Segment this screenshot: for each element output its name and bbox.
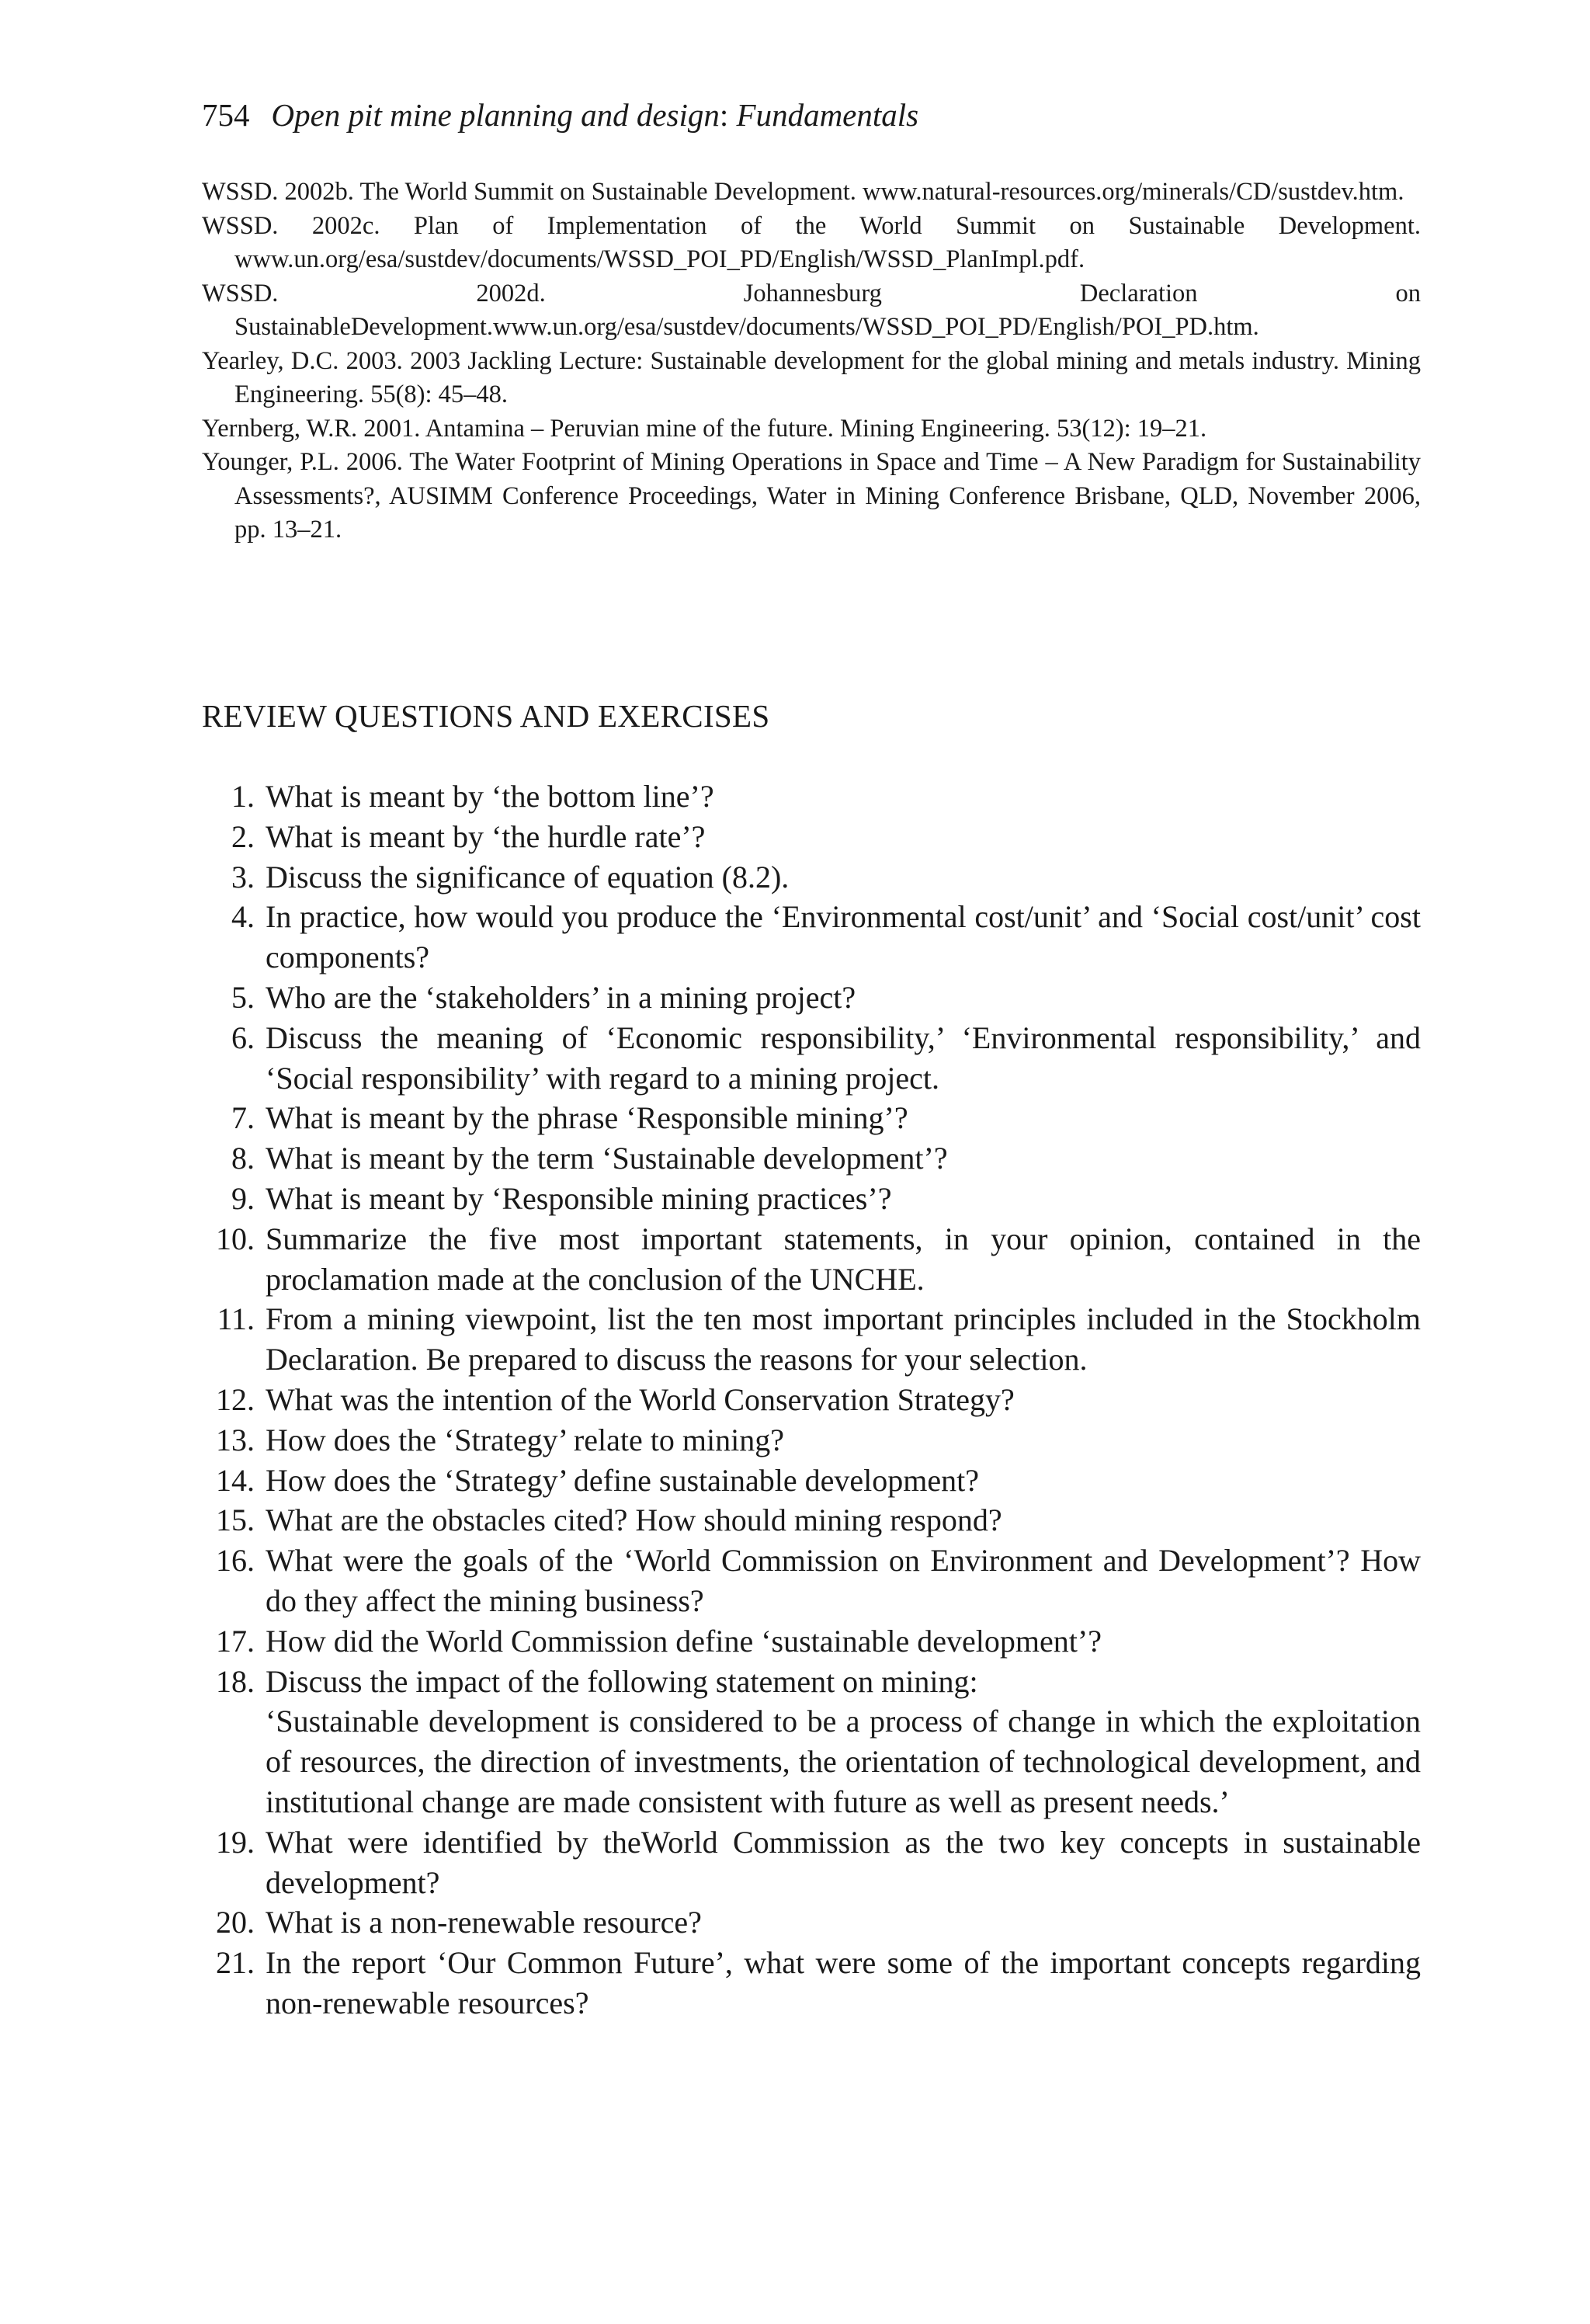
question-item <box>202 1098 1421 1138</box>
question-item <box>202 1179 1421 1219</box>
question-text: What is meant by the term ‘Sustainable development’? <box>266 1141 948 1176</box>
question-text: What was the intention of the World Conservation Strategy? <box>266 1381 1015 1417</box>
reference-entry: Yearley, D.C. 2003. 2003 Jackling Lecture: Sustainable development for the global mining and metals industry. Mining Engineering. 55(8): 45–48. <box>202 346 1421 408</box>
question-number: 14. <box>216 1462 255 1498</box>
question-number: 21. <box>216 1945 255 1981</box>
question-item <box>202 1902 1421 1943</box>
question-number: 8. <box>231 1141 255 1176</box>
question-text: What were the goals of the ‘World Commission on Environment and Development’? How do they affect the mining business? <box>266 1543 1421 1618</box>
question-number: 7. <box>231 1100 255 1136</box>
question-text: Discuss the impact of the following statement on mining: <box>266 1663 978 1699</box>
question-text: From a mining viewpoint, list the ten most important principles included in the Stockholm Declaration. Be prepared to discuss the reasons for your selection. <box>266 1301 1421 1377</box>
question-item <box>202 1541 1421 1621</box>
question-item <box>202 1219 1421 1300</box>
question-item <box>202 1461 1421 1501</box>
question-number: 4. <box>231 899 255 935</box>
question-number: 6. <box>231 1020 255 1055</box>
question-number: 16. <box>216 1543 255 1579</box>
page-number: 754 <box>202 97 250 133</box>
question-item <box>202 1621 1421 1662</box>
question-item <box>202 1138 1421 1179</box>
question-number: 10. <box>216 1221 255 1256</box>
question-number: 5. <box>231 979 255 1015</box>
question-number: 1. <box>231 779 255 814</box>
question-text: Summarize the five most important statements, in your opinion, contained in the proclamation made at the conclusion of the UNCHE. <box>266 1221 1421 1297</box>
question-item <box>202 1380 1421 1420</box>
question-number: 15. <box>216 1502 255 1538</box>
question-number: 12. <box>216 1381 255 1417</box>
question-number: 2. <box>231 818 255 854</box>
question-text: In practice, how would you produce the ‘Environmental cost/unit’ and ‘Social cost/unit’ cost components? <box>266 899 1421 975</box>
question-number: 18. <box>216 1663 255 1699</box>
question-item <box>202 1662 1421 1822</box>
question-text: What are the obstacles cited? How should mining respond? <box>266 1502 1002 1538</box>
question-list <box>202 776 1421 2024</box>
question-number: 17. <box>216 1623 255 1659</box>
question-number: 19. <box>216 1824 255 1860</box>
question-item <box>202 1420 1421 1461</box>
question-number: 13. <box>216 1422 255 1457</box>
question-item <box>202 1018 1421 1099</box>
title-separator: : <box>719 97 729 133</box>
question-text: In the report ‘Our Common Future’, what were some of the important concepts regarding non-renewable resources? <box>266 1945 1421 2020</box>
question-text: Discuss the meaning of ‘Economic responsibility,’ ‘Environmental responsibility,’ and ‘Social responsibility’ with regard to a mining project. <box>266 1020 1421 1096</box>
question-text: How did the World Commission define ‘sustainable development’? <box>266 1623 1102 1659</box>
question-number: 11. <box>217 1301 255 1337</box>
question-text: How does the ‘Strategy’ define sustainable development? <box>266 1462 979 1498</box>
reference-list <box>202 175 1421 547</box>
question-item <box>202 1822 1421 1903</box>
reference-entry: WSSD. 2002d. Johannesburg Declaration on SustainableDevelopment.www.un.org/esa/sustdev/documents/WSSD_POI_PD/English/POI_PD.htm. <box>202 279 1421 341</box>
question-quote: ‘Sustainable development is considered to be a process of change in which the exploitation of resources, the direction of investments, the orientation of technological development, and institutional change are made consistent with future as well as present needs.’ <box>266 1704 1421 1819</box>
reference-entry: WSSD. 2002c. Plan of Implementation of the World Summit on Sustainable Development. www.un.org/esa/sustdev/documents/WSSD_POI_PD/English/WSSD_PlanImpl.pdf. <box>202 211 1421 273</box>
question-item <box>202 1943 1421 2024</box>
reference-entry: Yernberg, W.R. 2001. Antamina – Peruvian mine of the future. Mining Engineering. 53(12): 19–21. <box>202 414 1207 443</box>
volume-title: Fundamentals <box>736 97 919 133</box>
question-number: 20. <box>216 1905 255 1940</box>
question-text: What were identified by theWorld Commission as the two key concepts in sustainable development? <box>266 1824 1421 1900</box>
question-text: What is meant by ‘the hurdle rate’? <box>266 818 706 854</box>
question-text: What is meant by ‘Responsible mining practices’? <box>266 1180 892 1216</box>
question-item <box>202 978 1421 1018</box>
book-title: Open pit mine planning and design <box>271 97 720 133</box>
question-text: What is meant by the phrase ‘Responsible mining’? <box>266 1100 908 1136</box>
question-text: What is a non-renewable resource? <box>266 1905 702 1940</box>
question-item <box>202 776 1421 817</box>
question-text: Discuss the significance of equation (8.2). <box>266 859 790 895</box>
question-item <box>202 1299 1421 1380</box>
running-header <box>202 92 918 138</box>
section-heading: REVIEW QUESTIONS AND EXERCISES <box>202 698 770 734</box>
question-item <box>202 897 1421 978</box>
question-item <box>202 817 1421 857</box>
question-number: 3. <box>231 859 255 895</box>
question-text: How does the ‘Strategy’ relate to mining? <box>266 1422 784 1457</box>
question-number: 9. <box>231 1180 255 1216</box>
question-text: What is meant by ‘the bottom line’? <box>266 779 714 814</box>
question-item <box>202 857 1421 898</box>
reference-entry: WSSD. 2002b. The World Summit on Sustainable Development. www.natural-resources.org/minerals/CD/sustdev.htm. <box>202 178 1404 206</box>
question-item <box>202 1500 1421 1541</box>
reference-entry: Younger, P.L. 2006. The Water Footprint of Mining Operations in Space and Time – A New Paradigm for Sustainability Assessments?, AUSIMM Conference Proceedings, Water in Mining Conference Brisbane, QLD, November 2006, pp. 13–21. <box>202 448 1421 544</box>
question-text: Who are the ‘stakeholders’ in a mining project? <box>266 979 856 1015</box>
